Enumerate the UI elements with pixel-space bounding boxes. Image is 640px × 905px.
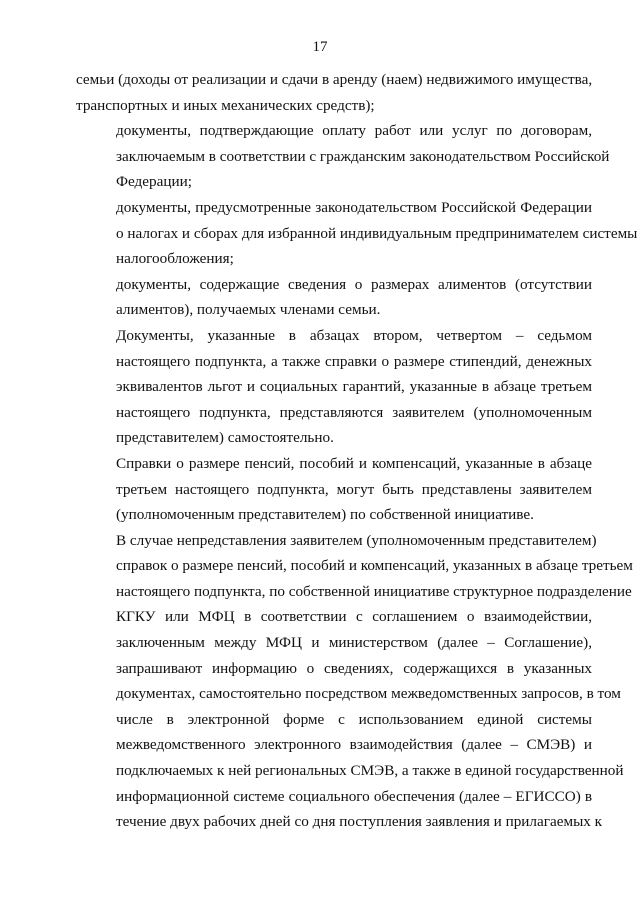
paragraph bbox=[76, 528, 633, 835]
text-line: справок о размере пенсий, пособий и компенсаций, указанных в абзаце третьем bbox=[116, 557, 633, 575]
text-line: течение двух рабочих дней со дня поступления заявления и прилагаемых к bbox=[116, 813, 603, 831]
text-line: настоящего подпункта, представляются заявителем (уполномоченным bbox=[116, 403, 592, 421]
page-number: 17 bbox=[312, 39, 328, 55]
paragraph bbox=[76, 272, 592, 323]
text-line: Документы, указанные в абзацах втором, четвертом – седьмом bbox=[116, 326, 592, 344]
text-line: Справки о размере пенсий, пособий и компенсаций, указанные в абзаце bbox=[116, 454, 592, 472]
text-line: третьем настоящего подпункта, могут быть представлены заявителем bbox=[116, 480, 592, 498]
text-line: настоящего подпункта, по собственной инициативе структурное подразделение bbox=[116, 582, 632, 600]
text-line: информационной системе социального обеспечения (далее – ЕГИССО) в bbox=[116, 787, 592, 805]
text-line: запрашивают информацию о сведениях, содержащихся в указанных bbox=[116, 659, 592, 677]
paragraph bbox=[76, 323, 592, 451]
text-line: заключенным между МФЦ и министерством (далее – Соглашение), bbox=[116, 634, 592, 652]
text-line: (уполномоченным представителем) по собственной инициативе. bbox=[116, 506, 534, 524]
paragraph bbox=[76, 67, 592, 118]
text-line: семьи (доходы от реализации и сдачи в аренду (наем) недвижимого имущества, bbox=[76, 71, 593, 88]
text-line: документы, подтверждающие оплату работ или услуг по договорам, bbox=[116, 122, 592, 140]
paragraph bbox=[76, 195, 638, 272]
text-line: межведомственного электронного взаимодействия (далее – СМЭВ) и bbox=[116, 736, 592, 754]
document-body bbox=[76, 67, 638, 835]
text-line: документах, самостоятельно посредством межведомственных запросов, в том bbox=[116, 685, 621, 703]
text-line: о налогах и сборах для избранной индивидуальным предпринимателем системы bbox=[116, 224, 638, 242]
paragraph bbox=[76, 451, 592, 528]
text-line: эквивалентов льгот и социальных гарантий, указанные в абзаце третьем bbox=[116, 378, 592, 396]
text-line: документы, содержащие сведения о размерах алиментов (отсутствии bbox=[116, 275, 592, 293]
text-line: настоящего подпункта, а также справки о размере стипендий, денежных bbox=[116, 352, 592, 370]
text-line: В случае непредставления заявителем (уполномоченным представителем) bbox=[116, 531, 597, 549]
text-line: документы, предусмотренные законодательством Российской Федерации bbox=[116, 198, 592, 216]
text-line: транспортных и иных механических средств); bbox=[76, 96, 375, 114]
text-line: представителем) самостоятельно. bbox=[116, 429, 334, 447]
text-line: Федерации; bbox=[116, 173, 192, 191]
text-line: КГКУ или МФЦ в соответствии с соглашением о взаимодействии, bbox=[116, 608, 592, 626]
text-line: налогообложения; bbox=[116, 250, 234, 268]
text-line: числе в электронной форме с использованием единой системы bbox=[116, 710, 592, 728]
paragraph bbox=[76, 118, 610, 195]
text-line: заключаемым в соответствии с гражданским законодательством Российской bbox=[116, 147, 610, 165]
text-line: алиментов), получаемых членами семьи. bbox=[116, 301, 381, 319]
text-line: подключаемых к ней региональных СМЭВ, а также в единой государственной bbox=[116, 762, 624, 780]
